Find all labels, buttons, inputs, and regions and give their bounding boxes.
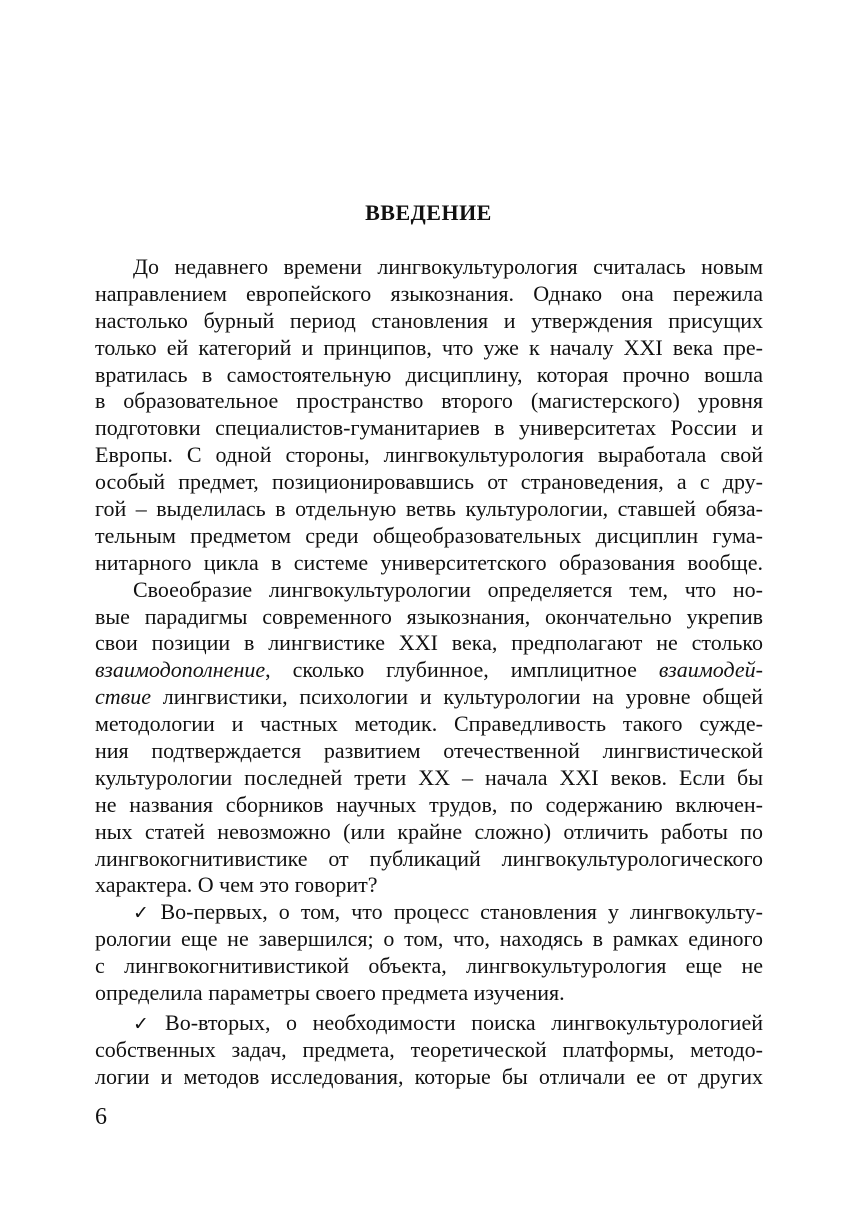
text-line: тельным предметом среди общеобразовательных дисциплин гума- bbox=[95, 522, 763, 548]
text-line: ных статей невозможно (или крайне сложно) отличить работы по bbox=[95, 818, 763, 844]
text-line: нитарного цикла в системе университетского образования вообще. bbox=[95, 549, 763, 575]
text-line: настолько бурный период становления и утверждения присущих bbox=[95, 307, 763, 333]
text-line: лингвокогнитивистике от публикаций лингвокультурологического bbox=[95, 845, 763, 871]
text-line: культурологии последней трети XX – начала XXI веков. Если бы bbox=[95, 764, 763, 790]
checklist-item-2 bbox=[95, 1010, 763, 1091]
text-line bbox=[95, 899, 763, 926]
text-line: рологии еще не завершился; о том, что, находясь в рамках единого bbox=[95, 926, 763, 952]
text-line bbox=[95, 684, 763, 711]
text-line bbox=[95, 1010, 763, 1037]
text-line: свои позиции в лингвистике XXI века, предполагают не столько bbox=[95, 630, 763, 656]
page-title: ВВЕДЕНИЕ bbox=[365, 200, 492, 225]
text-segment: , сколько глубинное, имплицитное bbox=[265, 657, 659, 683]
text-line bbox=[95, 657, 763, 684]
text-line: вые парадигмы современного языкознания, окончательно укрепив bbox=[95, 603, 763, 629]
paragraph-1 bbox=[95, 254, 763, 577]
checkmark-icon: ✓ bbox=[133, 1012, 160, 1035]
italic-term: ствие bbox=[95, 684, 151, 710]
text-line: логии и методов исследования, которые бы отличали ее от других bbox=[95, 1063, 763, 1089]
text-line: подготовки специалистов-гуманитариев в университетах России и bbox=[95, 415, 763, 441]
checklist-item-1 bbox=[95, 899, 763, 1007]
checkmark-icon: ✓ bbox=[133, 902, 155, 925]
text-line: направлением европейского языкознания. Однако она пережила bbox=[95, 280, 763, 306]
text-line: гой – выделилась в отдельную ветвь культурологии, ставшей обяза- bbox=[95, 496, 763, 522]
italic-term: взаимодей- bbox=[658, 657, 763, 683]
page-number: 6 bbox=[95, 1104, 107, 1130]
text-line: Своеобразие лингвокультурологии определяется тем, что но- bbox=[133, 576, 763, 602]
text-segment: Во-первых, о том, что процесс становления у лингвокульту- bbox=[160, 899, 764, 925]
text-line: Европы. С одной стороны, лингвокультурология выработала свой bbox=[95, 442, 763, 468]
text-segment: Во-вторых, о необходимости поиска лингвокультурологией bbox=[165, 1009, 763, 1035]
text-line: особый предмет, позиционировавшись от страноведения, а с дру- bbox=[95, 469, 763, 495]
text-line: характера. О чем это говорит? bbox=[95, 872, 378, 898]
text-line: не названия сборников научных трудов, по содержанию включен- bbox=[95, 791, 763, 817]
text-segment: лингвистики, психологии и культурологии на уровне общей bbox=[150, 684, 763, 710]
text-line: До недавнего времени лингвокультурология считалась новым bbox=[133, 254, 763, 279]
italic-term: взаимодополнение bbox=[95, 657, 266, 683]
body-text bbox=[95, 254, 763, 1091]
text-line: вратилась в самостоятельную дисциплину, которая прочно вошла bbox=[95, 361, 763, 387]
text-line: собственных задач, предмета, теоретической платформы, методо- bbox=[95, 1036, 763, 1062]
text-line: определила параметры своего предмета изучения. bbox=[95, 980, 565, 1006]
text-line: в образовательное пространство второго (магистерского) уровня bbox=[95, 388, 763, 414]
text-line: ния подтверждается развитием отечественной лингвистической bbox=[95, 738, 763, 764]
text-line: с лингвокогнитивистикой объекта, лингвокультурология еще не bbox=[95, 953, 763, 979]
paragraph-2 bbox=[95, 577, 763, 900]
text-line: только ей категорий и принципов, что уже к началу XXI века пре- bbox=[95, 334, 763, 360]
text-line: методологии и частных методик. Справедливость такого сужде- bbox=[95, 711, 763, 737]
